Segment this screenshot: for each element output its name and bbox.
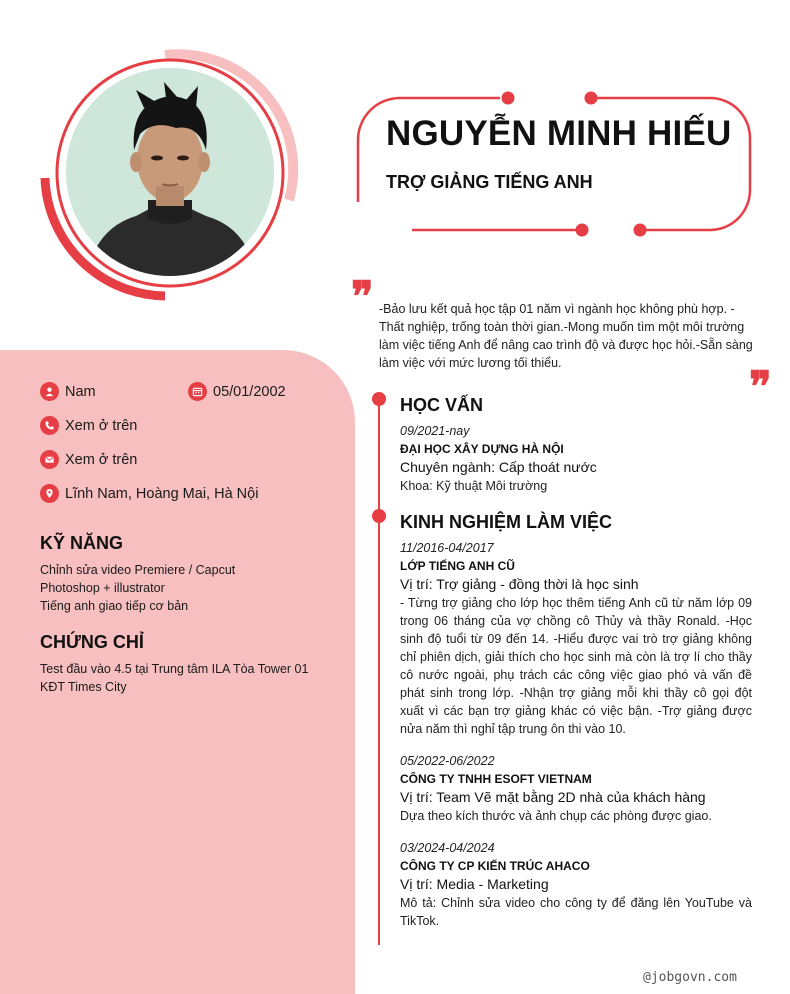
avatar-photo [66, 68, 274, 276]
skills-list [40, 561, 330, 615]
experience-entry [400, 539, 752, 738]
header-dot [502, 92, 515, 105]
skill-item: Tiếng anh giao tiếp cơ bản [40, 599, 189, 613]
entry-desc: Khoa: Kỹ thuật Môi trường [400, 479, 548, 493]
certificates-list [40, 660, 325, 696]
education-heading: HỌC VẤN [400, 395, 484, 415]
quote-close-icon: ❞ [749, 362, 772, 411]
experience-heading: KINH NGHIỆM LÀM VIỆC [400, 512, 613, 532]
header-dot [585, 92, 598, 105]
candidate-role: TRỢ GIẢNG TIẾNG ANH [386, 172, 593, 192]
skills-heading: KỸ NĂNG [40, 533, 124, 553]
contact-birthday [188, 382, 286, 401]
contact-email [40, 450, 137, 469]
entry-date: 09/2021-nay [400, 424, 470, 438]
watermark: @jobgovn.com [643, 970, 737, 985]
timeline-dot [372, 509, 386, 523]
gender-text: Nam [65, 383, 96, 400]
timeline-line [378, 400, 380, 945]
skill-item: Photoshop + illustrator [40, 581, 165, 595]
header-dot [634, 224, 647, 237]
entry-desc: Dựa theo kích thước và ảnh chụp các phòng được giao. [400, 809, 712, 823]
entry-org: CÔNG TY TNHH ESOFT VIETNAM [400, 772, 592, 786]
career-summary: -Bảo lưu kết quả học tập 01 năm vì ngành học không phù hợp. -Thất nghiệp, trống toàn thời gian.-Mong muốn tìm một môi trường làm việc tiếng Anh để nâng cao trình độ và được học hỏi.-Sẵn sàng làm việc với mức lương tối thiểu. [379, 302, 753, 370]
email-text: Xem ở trên [65, 451, 138, 468]
location-icon [40, 484, 59, 503]
experience-entry [400, 839, 752, 930]
phone-icon [40, 416, 59, 435]
quote-open-icon: ❞ [351, 272, 374, 321]
entry-position: Vị trí: Media - Marketing [400, 876, 549, 892]
entry-date: 05/2022-06/2022 [400, 754, 495, 768]
entry-desc: - Từng trợ giảng cho lớp học thêm tiếng Anh cũ từ năm lớp 09 trong 06 tháng của vợ chồng cô Thủy và thầy Ronald. -Học sinh độ tuổi từ 09 đến 14. -Hiểu được vai trò trợ giảng không chỉ phiên dịch, giải thích cho học sinh mà còn là trợ lí cho thầy cô nước ngoài, phụ trách các công việc giao phó và vấn đề phát sinh trong lớp. -Nhận trợ giảng mỗi khi thầy cô gọi đột xuất vì các bạn trợ giảng khác có việc bận. -Trợ giảng được nửa năm thì nghỉ tập trung ôn thi vào 10. [400, 596, 752, 736]
calendar-icon [188, 382, 207, 401]
entry-position: Chuyên ngành: Cấp thoát nước [400, 459, 597, 475]
entry-position: Vị trí: Team Vẽ mặt bằng 2D nhà của khách hàng [400, 789, 706, 805]
header-dot [576, 224, 589, 237]
timeline-dot [372, 392, 386, 406]
contact-gender [40, 382, 96, 401]
birthday-text: 05/01/2002 [213, 383, 286, 400]
entry-org: LỚP TIẾNG ANH CŨ [400, 559, 515, 573]
entry-org: ĐẠI HỌC XÂY DỰNG HÀ NỘI [400, 442, 564, 456]
entry-desc: Mô tả: Chỉnh sửa video cho công ty để đăng lên YouTube và TikTok. [400, 896, 752, 928]
certificate-item: Test đầu vào 4.5 tại Trung tâm ILA Tòa Tower 01 KĐT Times City [40, 662, 309, 694]
experience-entry [400, 752, 752, 825]
person-icon [40, 382, 59, 401]
mail-icon [40, 450, 59, 469]
entry-position: Vị trí: Trợ giảng - đồng thời là học sinh [400, 576, 639, 592]
entry-org: CÔNG TY CP KIẾN TRÚC AHACO [400, 859, 590, 873]
address-text: Lĩnh Nam, Hoàng Mai, Hà Nội [65, 485, 259, 502]
avatar [66, 68, 274, 276]
entry-date: 11/2016-04/2017 [400, 541, 494, 555]
skill-item: Chỉnh sửa video Premiere / Capcut [40, 563, 236, 577]
contact-phone [40, 416, 137, 435]
entry-date: 03/2024-04/2024 [400, 841, 495, 855]
phone-text: Xem ở trên [65, 417, 138, 434]
education-entry [400, 422, 752, 495]
certificates-heading: CHỨNG CHỈ [40, 632, 144, 652]
contact-address [40, 484, 258, 503]
candidate-name: NGUYỄN MINH HIẾU [386, 114, 732, 153]
